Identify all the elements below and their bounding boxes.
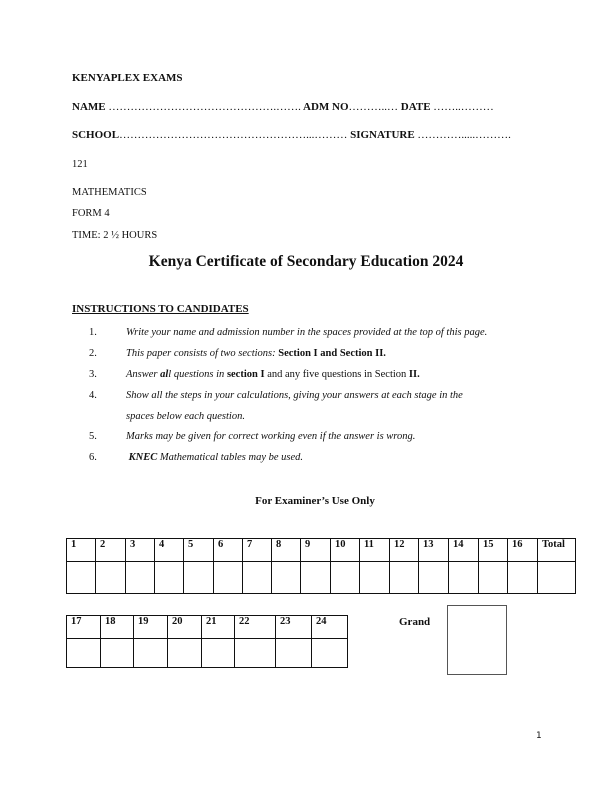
mark-cell[interactable] xyxy=(479,562,508,594)
mark-cell[interactable] xyxy=(155,562,184,594)
question-header: 3 xyxy=(126,539,155,562)
marks-table-section-1 xyxy=(66,538,576,594)
instruction-text xyxy=(126,431,415,442)
mark-cell[interactable] xyxy=(508,562,538,594)
mark-cell[interactable] xyxy=(272,562,301,594)
instruction-part: KNEC xyxy=(126,452,158,463)
question-header: 12 xyxy=(390,539,419,562)
mark-cell[interactable] xyxy=(243,562,272,594)
mark-cell[interactable] xyxy=(390,562,419,594)
question-header: 17 xyxy=(67,616,101,639)
marks-entry-row xyxy=(67,562,576,594)
total-header: Total xyxy=(538,539,576,562)
instruction-part: Write your name and admission number in the spaces provided at the top of this page. xyxy=(126,327,488,338)
instruction-part: Answer xyxy=(126,369,161,380)
mark-cell[interactable] xyxy=(67,562,96,594)
marks-entry-row xyxy=(67,639,348,668)
mark-cell[interactable] xyxy=(449,562,479,594)
instruction-text xyxy=(126,369,420,380)
question-header: 15 xyxy=(479,539,508,562)
school-field[interactable]: ……………………………………………...……… xyxy=(119,129,348,141)
instruction-num: 6. xyxy=(89,452,97,463)
instruction-part: Show all the steps in your calculations, giving your answers at each stage in the xyxy=(126,390,463,401)
question-header: 10 xyxy=(331,539,360,562)
question-header: 14 xyxy=(449,539,479,562)
marks-header-row xyxy=(67,539,576,562)
instruction-part: Section I and Section II. xyxy=(278,348,386,359)
grand-total-label: Grand xyxy=(399,616,431,628)
instruction-part: and any five questions in Section xyxy=(264,369,409,380)
mark-cell[interactable] xyxy=(331,562,360,594)
form-level: FORM 4 xyxy=(72,208,110,219)
mark-cell[interactable] xyxy=(419,562,449,594)
instruction-part: II. xyxy=(408,369,420,380)
date-label: DATE xyxy=(400,101,431,113)
question-header: 7 xyxy=(243,539,272,562)
adm-label: ADM NO xyxy=(303,101,349,113)
subject: MATHEMATICS xyxy=(72,187,147,198)
name-label: NAME xyxy=(72,101,106,113)
name-line xyxy=(72,101,494,113)
marks-table-section-2 xyxy=(66,615,348,668)
instruction-text xyxy=(126,390,463,401)
school-label: SCHOOL xyxy=(72,129,120,141)
adm-field[interactable]: ………..… xyxy=(348,101,399,113)
time-allowed: TIME: 2 ½ HOURS xyxy=(72,230,158,241)
mark-cell[interactable] xyxy=(101,639,134,668)
question-header: 20 xyxy=(168,616,202,639)
mark-cell[interactable] xyxy=(312,639,348,668)
instruction-part: Mathematical tables may be used. xyxy=(157,452,304,463)
instructions-heading: INSTRUCTIONS TO CANDIDATES xyxy=(72,303,249,315)
instruction-num: 4. xyxy=(89,390,97,401)
mark-cell[interactable] xyxy=(168,639,202,668)
paper-code: 121 xyxy=(72,159,88,170)
instruction-continuation: spaces below each question. xyxy=(126,411,245,422)
question-header: 18 xyxy=(101,616,134,639)
mark-cell[interactable] xyxy=(360,562,390,594)
question-header: 2 xyxy=(96,539,126,562)
date-field[interactable]: ……..……… xyxy=(433,101,494,113)
page-number: 1 xyxy=(536,731,542,741)
total-cell[interactable] xyxy=(538,562,576,594)
question-header: 13 xyxy=(419,539,449,562)
signature-field[interactable]: ………….....………. xyxy=(417,129,511,141)
exam-title: Kenya Certificate of Secondary Education 2024 xyxy=(148,253,464,270)
question-header: 1 xyxy=(67,539,96,562)
name-field[interactable]: ……………………………………….……. xyxy=(108,101,301,113)
mark-cell[interactable] xyxy=(184,562,214,594)
mark-cell[interactable] xyxy=(301,562,331,594)
signature-label: SIGNATURE xyxy=(350,129,415,141)
instruction-num: 3. xyxy=(89,369,97,380)
question-header: 21 xyxy=(202,616,235,639)
mark-cell[interactable] xyxy=(276,639,312,668)
mark-cell[interactable] xyxy=(126,562,155,594)
org-name: KENYAPLEX EXAMS xyxy=(72,72,183,84)
instruction-num: 1. xyxy=(89,327,97,338)
mark-cell[interactable] xyxy=(134,639,168,668)
question-header: 11 xyxy=(360,539,390,562)
instruction-text xyxy=(126,452,303,463)
instruction-part: This paper consists of two sections: xyxy=(126,348,279,359)
marks-header-row xyxy=(67,616,348,639)
instruction-num: 5. xyxy=(89,431,97,442)
question-header: 8 xyxy=(272,539,301,562)
mark-cell[interactable] xyxy=(214,562,243,594)
question-header: 6 xyxy=(214,539,243,562)
question-header: 22 xyxy=(235,616,276,639)
mark-cell[interactable] xyxy=(235,639,276,668)
instruction-part: al xyxy=(160,369,169,380)
question-header: 16 xyxy=(508,539,538,562)
question-header: 5 xyxy=(184,539,214,562)
question-header: 9 xyxy=(301,539,331,562)
instruction-text xyxy=(126,327,487,338)
instruction-text xyxy=(126,348,386,359)
question-header: 19 xyxy=(134,616,168,639)
instruction-part: section I xyxy=(226,369,265,380)
instruction-part: Marks may be given for correct working even if the answer is wrong. xyxy=(126,431,416,442)
question-header: 23 xyxy=(276,616,312,639)
grand-total-box[interactable] xyxy=(447,605,507,675)
mark-cell[interactable] xyxy=(96,562,126,594)
school-line xyxy=(72,129,511,141)
examiner-heading: For Examiner’s Use Only xyxy=(255,495,375,507)
mark-cell[interactable] xyxy=(67,639,101,668)
question-header: 4 xyxy=(155,539,184,562)
mark-cell[interactable] xyxy=(202,639,235,668)
instruction-num: 2. xyxy=(89,348,97,359)
instruction-part: l questions in xyxy=(168,369,227,380)
question-header: 24 xyxy=(312,616,348,639)
